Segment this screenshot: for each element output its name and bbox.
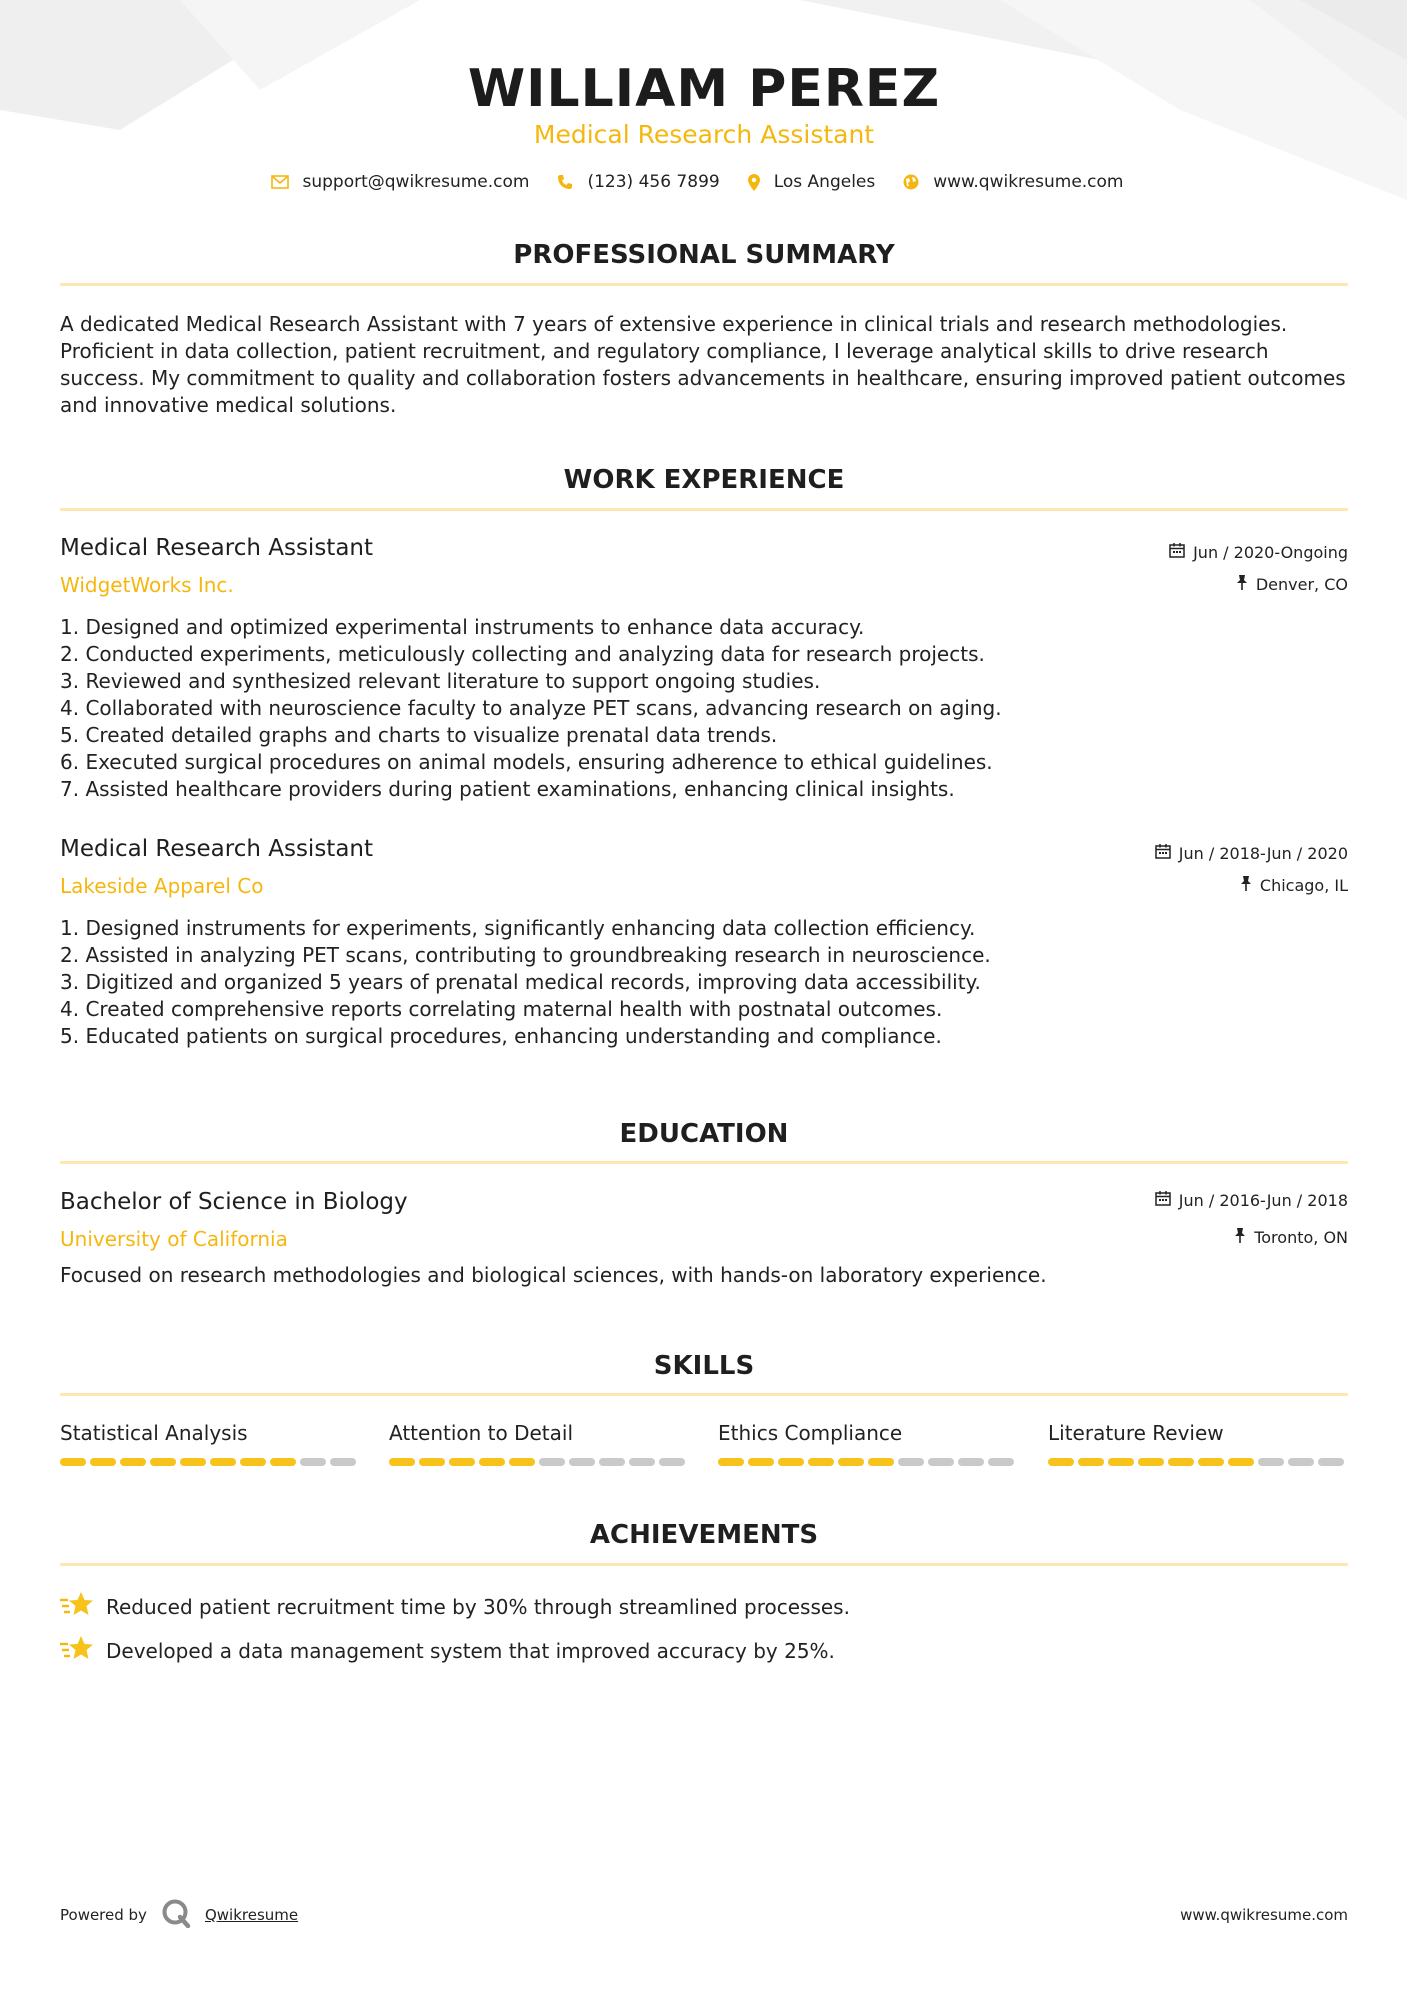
achievement-item — [60, 1634, 835, 1669]
job-title: Medical Research Assistant — [60, 535, 374, 561]
education-heading: EDUCATION — [619, 1119, 789, 1149]
email-text: support@qwikresume.com — [302, 172, 530, 192]
calendar-icon — [1155, 1190, 1171, 1212]
skill-level-meter — [1048, 1458, 1348, 1466]
skill-level-dot — [1258, 1458, 1284, 1466]
skill-level-dot — [1228, 1458, 1254, 1466]
skill-level-dot — [1198, 1458, 1224, 1466]
list-item: 5. Educated patients on surgical procedures, enhancing understanding and compliance. — [60, 1024, 942, 1048]
job-location-text: Denver, CO — [1255, 575, 1348, 594]
list-item: 4. Created comprehensive reports correlating maternal health with postnatal outcomes. — [60, 997, 943, 1021]
skill-item — [1048, 1420, 1348, 1466]
map-pin-icon — [748, 174, 760, 191]
resume-page — [60, 0, 1348, 1990]
calendar-icon — [1155, 843, 1171, 865]
skill-level-dot — [210, 1458, 236, 1466]
skill-level-dot — [1168, 1458, 1194, 1466]
contact-phone[interactable] — [557, 170, 719, 194]
list-item: 2. Conducted experiments, meticulously collecting and analyzing data for research projects. — [60, 642, 985, 666]
achievement-text: Reduced patient recruitment time by 30% through streamlined processes. — [106, 1595, 850, 1619]
job-location — [1240, 875, 1348, 897]
skill-level-dot — [1138, 1458, 1164, 1466]
skill-level-dot — [1318, 1458, 1344, 1466]
job-bullets — [60, 614, 1348, 803]
list-item: 5. Created detailed graphs and charts to visualize prenatal data trends. — [60, 723, 778, 747]
education-description: Focused on research methodologies and biological sciences, with hands-on laboratory experience. — [60, 1263, 1047, 1287]
phone-icon — [557, 174, 573, 190]
contact-bar — [60, 170, 1348, 194]
company-name: Lakeside Apparel Co — [60, 874, 264, 898]
pushpin-icon — [1236, 574, 1248, 596]
skill-item — [60, 1420, 360, 1466]
skill-level-dot — [808, 1458, 834, 1466]
contact-website[interactable] — [903, 170, 1123, 194]
pushpin-icon — [1234, 1227, 1246, 1249]
list-item: 1. Designed instruments for experiments, significantly enhancing data collection efficiency. — [60, 916, 976, 940]
skill-name: Attention to Detail — [389, 1421, 574, 1445]
skill-level-dot — [988, 1458, 1014, 1466]
job-dates-text: Jun / 2018-Jun / 2020 — [1178, 844, 1348, 863]
job-location-text: Chicago, IL — [1259, 876, 1348, 895]
skill-item — [389, 1420, 689, 1466]
skill-level-dot — [60, 1458, 86, 1466]
skill-level-dot — [479, 1458, 505, 1466]
list-item: 1. Designed and optimized experimental instruments to enhance data accuracy. — [60, 615, 865, 639]
skill-name: Statistical Analysis — [60, 1421, 248, 1445]
skill-level-dot — [449, 1458, 475, 1466]
skill-level-dot — [539, 1458, 565, 1466]
education-dates — [1155, 1190, 1348, 1212]
job-dates — [1169, 542, 1348, 564]
skills-divider — [60, 1393, 1348, 1396]
achievement-item — [60, 1590, 850, 1625]
skill-level-dot — [270, 1458, 296, 1466]
achievement-text: Developed a data management system that improved accuracy by 25%. — [106, 1639, 835, 1663]
education-location-text: Toronto, ON — [1254, 1228, 1348, 1247]
candidate-title: Medical Research Assistant — [533, 120, 875, 149]
star-badge-icon — [60, 1590, 94, 1625]
skill-name: Ethics Compliance — [718, 1421, 903, 1445]
skill-level-dot — [1078, 1458, 1104, 1466]
skill-level-meter — [718, 1458, 1018, 1466]
pushpin-icon — [1240, 875, 1252, 897]
skill-level-dot — [868, 1458, 894, 1466]
skill-level-dot — [389, 1458, 415, 1466]
job-title: Medical Research Assistant — [60, 836, 374, 862]
skill-name: Literature Review — [1048, 1421, 1224, 1445]
skill-level-dot — [120, 1458, 146, 1466]
envelope-icon — [271, 175, 289, 189]
achievements-divider — [60, 1563, 1348, 1566]
job-dates-text: Jun / 2020-Ongoing — [1193, 543, 1348, 562]
summary-heading: PROFESSIONAL SUMMARY — [513, 240, 895, 270]
contact-location — [748, 170, 876, 194]
list-item: 6. Executed surgical procedures on animal models, ensuring adherence to ethical guidelines. — [60, 750, 993, 774]
experience-divider — [60, 508, 1348, 511]
school-name: University of California — [60, 1227, 288, 1251]
globe-icon — [903, 174, 919, 190]
skill-level-dot — [838, 1458, 864, 1466]
achievements-heading: ACHIEVEMENTS — [589, 1520, 819, 1550]
calendar-icon — [1169, 542, 1185, 564]
job-dates — [1155, 843, 1348, 865]
skill-level-dot — [898, 1458, 924, 1466]
website-text: www.qwikresume.com — [933, 172, 1124, 192]
skill-level-dot — [419, 1458, 445, 1466]
phone-text: (123) 456 7899 — [587, 172, 720, 192]
skill-level-dot — [718, 1458, 744, 1466]
skill-level-dot — [928, 1458, 954, 1466]
job-bullets — [60, 915, 1348, 1050]
degree-title: Bachelor of Science in Biology — [60, 1189, 408, 1215]
skill-level-dot — [150, 1458, 176, 1466]
footer-branding — [60, 1898, 298, 1932]
skill-level-dot — [629, 1458, 655, 1466]
skill-level-dot — [90, 1458, 116, 1466]
skills-heading: SKILLS — [653, 1351, 755, 1381]
summary-text: A dedicated Medical Research Assistant with 7 years of extensive experience in clinical trials and research methodologies. Proficient in data collection, patient recruitment, and regulatory compliance, I leverage analytical skills to drive research success. My commitment to quality and collaboration fosters advancements in healthcare, ensuring improved patient outcomes and innovative medical solutions. — [60, 312, 1346, 417]
qwikresume-logo-icon — [161, 1898, 191, 1932]
skill-level-dot — [330, 1458, 356, 1466]
star-badge-icon — [60, 1634, 94, 1669]
job-location — [1236, 574, 1348, 596]
skill-level-dot — [300, 1458, 326, 1466]
skill-level-meter — [60, 1458, 360, 1466]
skill-level-dot — [778, 1458, 804, 1466]
summary-divider — [60, 283, 1348, 286]
skill-level-dot — [659, 1458, 685, 1466]
list-item: 3. Digitized and organized 5 years of prenatal medical records, improving data accessibility. — [60, 970, 981, 994]
candidate-name: WILLIAM PEREZ — [467, 59, 941, 119]
powered-by-label: Powered by — [60, 1906, 147, 1924]
skill-item — [718, 1420, 1018, 1466]
education-divider — [60, 1161, 1348, 1164]
list-item: 4. Collaborated with neuroscience faculty to analyze PET scans, advancing research on aging. — [60, 696, 1002, 720]
skill-level-dot — [569, 1458, 595, 1466]
skill-level-dot — [1048, 1458, 1074, 1466]
contact-email[interactable] — [271, 170, 530, 194]
list-item: 7. Assisted healthcare providers during patient examinations, enhancing clinical insights. — [60, 777, 955, 801]
location-text: Los Angeles — [773, 172, 876, 192]
experience-heading: WORK EXPERIENCE — [563, 465, 845, 495]
skill-level-dot — [180, 1458, 206, 1466]
skill-level-dot — [958, 1458, 984, 1466]
skill-level-meter — [389, 1458, 689, 1466]
footer-website[interactable]: www.qwikresume.com — [1180, 1906, 1348, 1924]
list-item: 2. Assisted in analyzing PET scans, contributing to groundbreaking research in neuroscience. — [60, 943, 991, 967]
company-name: WidgetWorks Inc. — [60, 573, 234, 597]
skill-level-dot — [748, 1458, 774, 1466]
list-item: 3. Reviewed and synthesized relevant literature to support ongoing studies. — [60, 669, 821, 693]
skill-level-dot — [240, 1458, 266, 1466]
skill-level-dot — [509, 1458, 535, 1466]
brand-link[interactable]: Qwikresume — [204, 1906, 299, 1924]
skill-level-dot — [599, 1458, 625, 1466]
education-dates-text: Jun / 2016-Jun / 2018 — [1178, 1191, 1348, 1210]
skill-level-dot — [1288, 1458, 1314, 1466]
education-location — [1234, 1227, 1348, 1249]
skill-level-dot — [1108, 1458, 1134, 1466]
